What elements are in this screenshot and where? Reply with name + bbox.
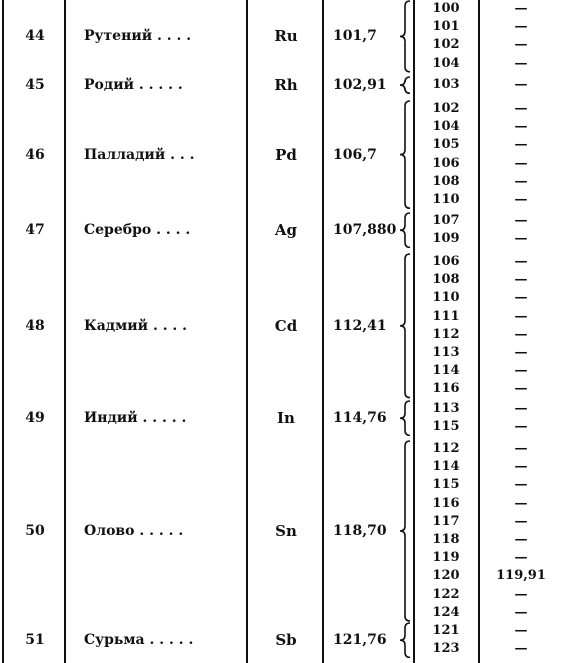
column-divider-symbol	[322, 0, 324, 663]
isotope-mass-number: 121	[432, 623, 460, 638]
isotope-mass-number: 108	[432, 173, 460, 189]
isotope-mass-number: 112	[432, 326, 460, 342]
element-name: Родий . . . . .	[84, 77, 183, 94]
isotope-atomic-mass: —	[514, 477, 528, 493]
isotope-mass-number: 120	[432, 568, 460, 584]
isotope-atomic-mass: —	[514, 55, 528, 71]
isotope-atomic-mass: —	[514, 19, 528, 35]
isotope-mass-number: 106	[432, 254, 460, 269]
atomic-number: 45	[25, 77, 45, 94]
element-symbol: Ag	[274, 221, 298, 240]
isotope-atomic-mass: —	[514, 326, 528, 342]
isotope-atomic-mass: —	[514, 192, 528, 207]
isotope-atomic-mass: —	[514, 604, 528, 620]
isotope-atomic-mass: —	[514, 381, 528, 397]
left-border	[2, 0, 4, 663]
isotope-mass-number: 110	[432, 290, 460, 306]
atomic-weight: 107,880	[333, 222, 397, 239]
element-symbol: Sn	[275, 522, 297, 540]
column-divider-name	[246, 0, 248, 663]
atomic-weight: 112,41	[333, 317, 387, 334]
isotope-mass-number: 115	[432, 477, 460, 493]
isotope-atomic-mass: —	[514, 37, 528, 53]
column-divider-isotopes	[413, 0, 415, 663]
isotope-atomic-mass: —	[514, 231, 528, 247]
isotope-atomic-mass: —	[514, 272, 528, 288]
isotope-mass-number: 114	[432, 459, 460, 475]
isotope-atomic-mass: —	[514, 550, 528, 566]
isotope-atomic-mass: —	[514, 173, 528, 189]
isotope-mass-number: 100	[432, 1, 460, 16]
element-symbol: In	[277, 409, 295, 428]
atomic-number: 46	[25, 146, 45, 163]
element-name: Кадмий . . . .	[84, 317, 188, 334]
isotope-atomic-mass: —	[514, 401, 528, 416]
isotope-mass-number: 105	[432, 137, 460, 153]
isotope-mass-number: 113	[432, 345, 460, 360]
isotope-atomic-mass: —	[514, 441, 528, 456]
element-symbol: Pd	[275, 145, 297, 164]
atomic-weight: 118,70	[333, 523, 387, 539]
isotope-mass-number: 112	[432, 441, 460, 456]
element-name: Рутений . . . .	[84, 28, 192, 45]
atomic-number: 51	[25, 632, 45, 649]
isotope-mass-number: 111	[432, 308, 460, 324]
isotope-brace	[398, 253, 412, 399]
isotope-mass-number: 116	[432, 495, 460, 511]
element-symbol: Cd	[274, 316, 298, 335]
isotope-mass-number: 108	[432, 272, 460, 288]
isotope-brace	[398, 400, 412, 436]
column-divider-number	[64, 0, 66, 663]
atomic-number: 44	[25, 28, 45, 45]
element-name: Индий . . . . .	[84, 410, 187, 427]
isotope-atomic-mass: —	[514, 459, 528, 475]
isotope-mass-number: 122	[432, 586, 460, 602]
isotope-brace	[398, 622, 412, 658]
isotope-mass-number: 117	[432, 513, 460, 529]
isotope-atomic-mass: —	[514, 101, 528, 116]
atomic-weight: 114,76	[333, 410, 387, 427]
isotope-mass-number: 103	[432, 77, 460, 92]
isotope-mass-number: 124	[432, 604, 460, 620]
atomic-number: 50	[25, 523, 45, 539]
isotope-atomic-mass: —	[514, 641, 528, 657]
isotope-brace	[398, 212, 412, 248]
element-symbol: Rh	[274, 76, 298, 95]
atomic-weight: 101,7	[333, 28, 377, 45]
atomic-number: 49	[25, 410, 45, 427]
isotope-atomic-mass: —	[514, 137, 528, 153]
isotope-mass-number: 113	[432, 401, 460, 416]
isotope-atomic-mass: —	[514, 495, 528, 511]
atomic-number: 47	[25, 222, 45, 239]
isotope-atomic-mass: —	[514, 290, 528, 306]
isotope-atomic-mass: —	[514, 119, 528, 135]
isotope-mass-number: 102	[432, 37, 460, 53]
isotope-mass-number: 106	[432, 155, 460, 171]
isotope-mass-number: 104	[432, 55, 460, 71]
atomic-weight: 121,76	[333, 632, 387, 649]
isotope-mass-number: 116	[432, 381, 460, 397]
isotope-atomic-mass: —	[514, 345, 528, 360]
isotope-mass-number: 114	[432, 363, 460, 379]
isotope-atomic-mass: —	[514, 363, 528, 379]
isotope-atomic-mass: —	[514, 419, 528, 435]
isotope-mass-number: 110	[432, 192, 460, 207]
isotope-atomic-mass: —	[514, 1, 528, 16]
isotope-atomic-mass: —	[514, 308, 528, 324]
element-symbol: Sb	[275, 631, 297, 650]
column-divider-mass	[478, 0, 480, 663]
isotope-atomic-mass: —	[514, 77, 528, 92]
isotope-mass-number: 101	[432, 19, 460, 35]
isotope-mass-number: 115	[432, 419, 460, 435]
isotope-brace	[398, 0, 412, 73]
element-name: Серебро . . . .	[84, 222, 191, 239]
element-symbol: Ru	[274, 27, 298, 46]
isotope-atomic-mass: —	[514, 254, 528, 269]
isotope-atomic-mass: —	[514, 213, 528, 228]
isotope-mass-number: 107	[432, 213, 460, 228]
isotope-atomic-mass: —	[514, 513, 528, 529]
isotope-mass-number: 102	[432, 101, 460, 116]
element-name: Палладий . . .	[84, 146, 195, 163]
isotope-mass-number: 119	[432, 550, 460, 566]
isotope-atomic-mass: —	[514, 623, 528, 638]
isotope-atomic-mass: —	[514, 155, 528, 171]
isotope-mass-number: 109	[432, 231, 460, 247]
isotope-brace	[398, 440, 412, 622]
isotope-brace	[398, 100, 412, 209]
isotope-atomic-mass: 119,91	[496, 568, 546, 584]
isotope-mass-number: 104	[432, 119, 460, 135]
isotope-atomic-mass: —	[514, 532, 528, 547]
isotope-brace	[398, 76, 412, 94]
isotope-mass-number: 123	[432, 641, 460, 657]
atomic-weight: 106,7	[333, 146, 377, 163]
element-name: Олово . . . . .	[84, 523, 184, 539]
isotope-atomic-mass: —	[514, 586, 528, 602]
element-name: Сурьма . . . . .	[84, 632, 194, 649]
atomic-number: 48	[25, 317, 45, 334]
isotope-mass-number: 118	[432, 532, 460, 547]
atomic-weight: 102,91	[333, 77, 387, 94]
